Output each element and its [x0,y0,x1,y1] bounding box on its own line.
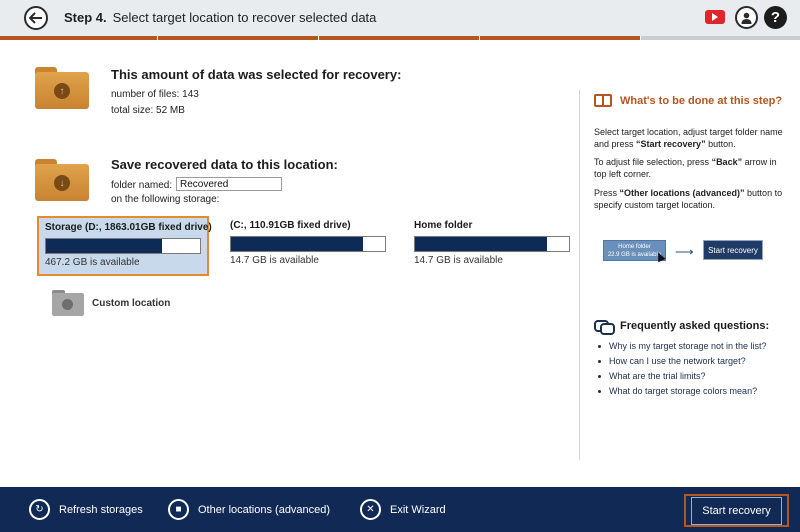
back-button[interactable] [24,6,48,30]
example-start-button: Start recovery [703,240,763,260]
progress-tick [479,36,480,40]
storage-item-c[interactable] [224,216,396,276]
example-storage-available: 22.9 GB is available [607,252,662,258]
step-label: Step 4. [64,10,107,25]
faq-link[interactable]: What are the trial limits? [598,371,706,381]
storage-name: Home folder [414,220,473,231]
start-recovery-button[interactable] [684,494,789,527]
total-size: total size: 52 MB [111,105,185,116]
storage-name: (C:, 110.91GB fixed drive) [230,220,351,231]
bullet-icon [598,375,601,378]
save-title: Save recovered data to this location: [111,157,338,172]
faq-link[interactable]: How can I use the network target? [598,356,746,366]
save-folder-icon: ↓ [35,159,89,201]
bullet-icon [598,390,601,393]
progress-tick [318,36,319,40]
panel-divider [579,90,580,460]
page-title [64,10,376,25]
faq-heading [594,320,769,332]
storage-usage-fill [46,239,162,253]
storage-available: 14.7 GB is available [230,255,319,266]
arrow-right-icon: ⟶ [675,244,694,259]
faq-link[interactable]: Why is my target storage not in the list? [598,341,767,351]
custom-location-label: Custom location [92,297,171,309]
book-icon [594,94,612,107]
storage-usage-bar [45,238,201,254]
storage-usage-bar [414,236,570,252]
chat-icon [594,320,612,332]
help-paragraph-1: Select target location, adjust target folder name and press “Start recovery” button. [594,127,783,149]
refresh-icon: ↻ [29,499,50,520]
example-storage-name: Home folder [618,244,651,250]
refresh-storages-button[interactable] [29,499,143,520]
files-count: number of files: 143 [111,89,199,100]
custom-location-button[interactable] [52,290,170,316]
folder-name-input[interactable] [176,177,282,191]
help-paragraph-2: To adjust file selection, press “Back” arrow in top left corner. [594,157,777,179]
faq-link[interactable]: What do target storage colors mean? [598,386,757,396]
close-icon: ✕ [360,499,381,520]
wizard-progress [0,36,800,40]
storage-usage-bar [230,236,386,252]
folder-label: folder named: [111,180,173,191]
progress-fill [0,36,640,40]
arrow-left-icon [29,12,43,24]
exit-wizard-button[interactable] [360,499,446,520]
account-button[interactable] [735,6,758,29]
storage-available: 14.7 GB is available [414,255,503,266]
bullet-icon [598,360,601,363]
storage-usage-fill [231,237,363,251]
storage-item-d[interactable] [37,216,212,276]
selection-title: This amount of data was selected for recovery: [111,67,402,82]
folder-icon: ■ [168,499,189,520]
exit-label: Exit Wizard [390,503,446,516]
storage-item-home[interactable] [408,216,580,276]
youtube-icon[interactable] [705,10,725,24]
step-title: Select target location to recover selected data [112,10,377,25]
storage-name: Storage (D:, 1863.01GB fixed drive) [45,222,212,233]
storage-available: 467.2 GB is available [45,257,140,268]
refresh-label: Refresh storages [59,503,143,516]
progress-tick [157,36,158,40]
help-heading [594,94,782,107]
storage-label: on the following storage: [111,194,220,205]
faq-title: Frequently asked questions: [620,320,770,332]
bullet-icon [598,345,601,348]
help-paragraph-3: Press “Other locations (advanced)” button to specify custom target location. [594,188,783,210]
help-title: What's to be done at this step? [620,94,783,107]
selected-data-folder-icon: ↑ [35,67,89,109]
header-bar [0,0,800,36]
progress-tick [640,36,641,40]
storage-usage-fill [415,237,547,251]
question-icon[interactable]: ? [764,6,787,29]
folder-icon [52,290,84,316]
start-recovery-label: Start recovery [691,497,781,525]
user-icon [741,12,752,24]
other-locations-label: Other locations (advanced) [198,503,331,516]
other-locations-button[interactable] [168,499,330,520]
